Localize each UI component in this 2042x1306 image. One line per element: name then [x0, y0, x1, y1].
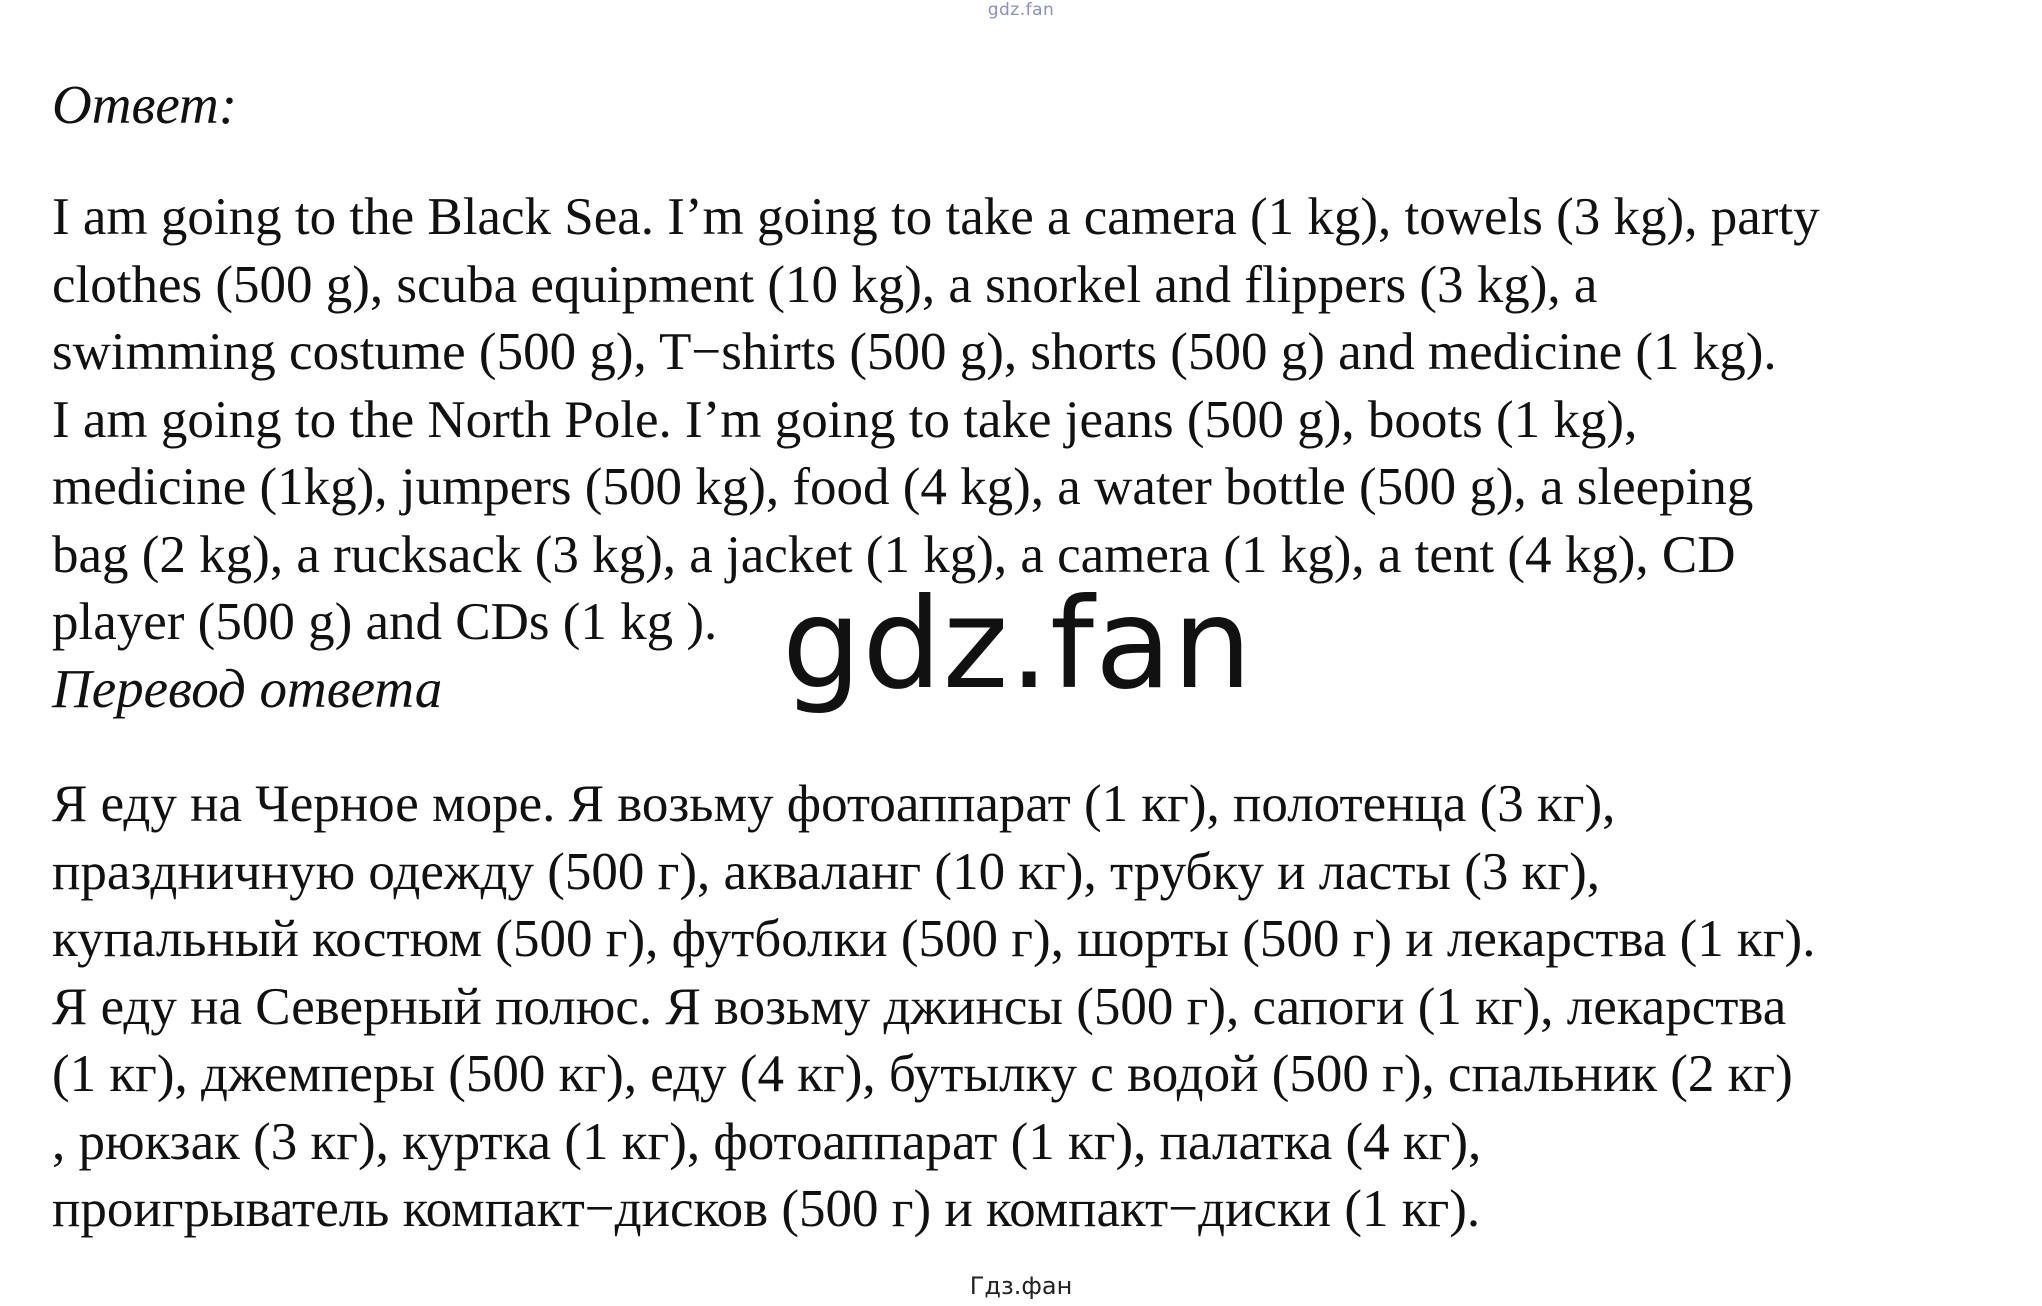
- answer-line: clothes (500 g), scuba equipment (10 kg), a snorkel and flippers (3 kg), a: [52, 255, 1598, 314]
- translation-line: Я еду на Северный полюс. Я возьму джинсы (500 г), сапоги (1 кг), лекарства: [52, 977, 1787, 1036]
- answer-line: swimming costume (500 g), T−shirts (500 g), shorts (500 g) and medicine (1 kg).: [52, 323, 1777, 381]
- answer-line: I am going to the North Pole. I’m going to take jeans (500 g), boots (1 kg),: [52, 390, 1638, 449]
- answer-line: I am going to the Black Sea. I’m going to take a camera (1 kg), towels (3 kg), party: [52, 188, 1820, 246]
- translation-paragraph: [52, 771, 2032, 1244]
- answer-line: medicine (1kg), jumpers (500 kg), food (4 kg), a water bottle (500 g), a sleeping: [52, 458, 1754, 516]
- translation-line: проигрыватель компакт−дисков (500 г) и компакт−диски (1 кг).: [52, 1180, 1481, 1238]
- translation-line: , рюкзак (3 кг), куртка (1 кг), фотоаппарат (1 кг), палатка (4 кг),: [52, 1112, 1482, 1171]
- top-watermark: gdz.fan: [987, 0, 1055, 20]
- answer-heading: Ответ:: [52, 74, 238, 135]
- translation-line: купальный костюм (500 г), футболки (500 г), шорты (500 г) и лекарства (1 кг).: [52, 910, 1816, 968]
- site-watermark: gdz.fan: [782, 572, 1253, 717]
- answer-line: player (500 g) and CDs (1 kg ).: [52, 593, 718, 651]
- translation-line: праздничную одежду (500 г), акваланг (10 кг), трубку и ласты (3 кг),: [52, 842, 1600, 901]
- translation-heading: Перевод ответа: [52, 658, 443, 719]
- translation-line: (1 кг), джемперы (500 кг), еду (4 кг), бутылку с водой (500 г), спальник (2 кг): [52, 1045, 1793, 1103]
- translation-line: Я еду на Черное море. Я возьму фотоаппарат (1 кг), полотенца (3 кг),: [52, 775, 1616, 833]
- footer-watermark: Гдз.фан: [969, 1272, 1073, 1300]
- answer-line: bag (2 kg), a rucksack (3 kg), a jacket (1 kg), a camera (1 kg), a tent (4 kg), CD: [52, 525, 1736, 584]
